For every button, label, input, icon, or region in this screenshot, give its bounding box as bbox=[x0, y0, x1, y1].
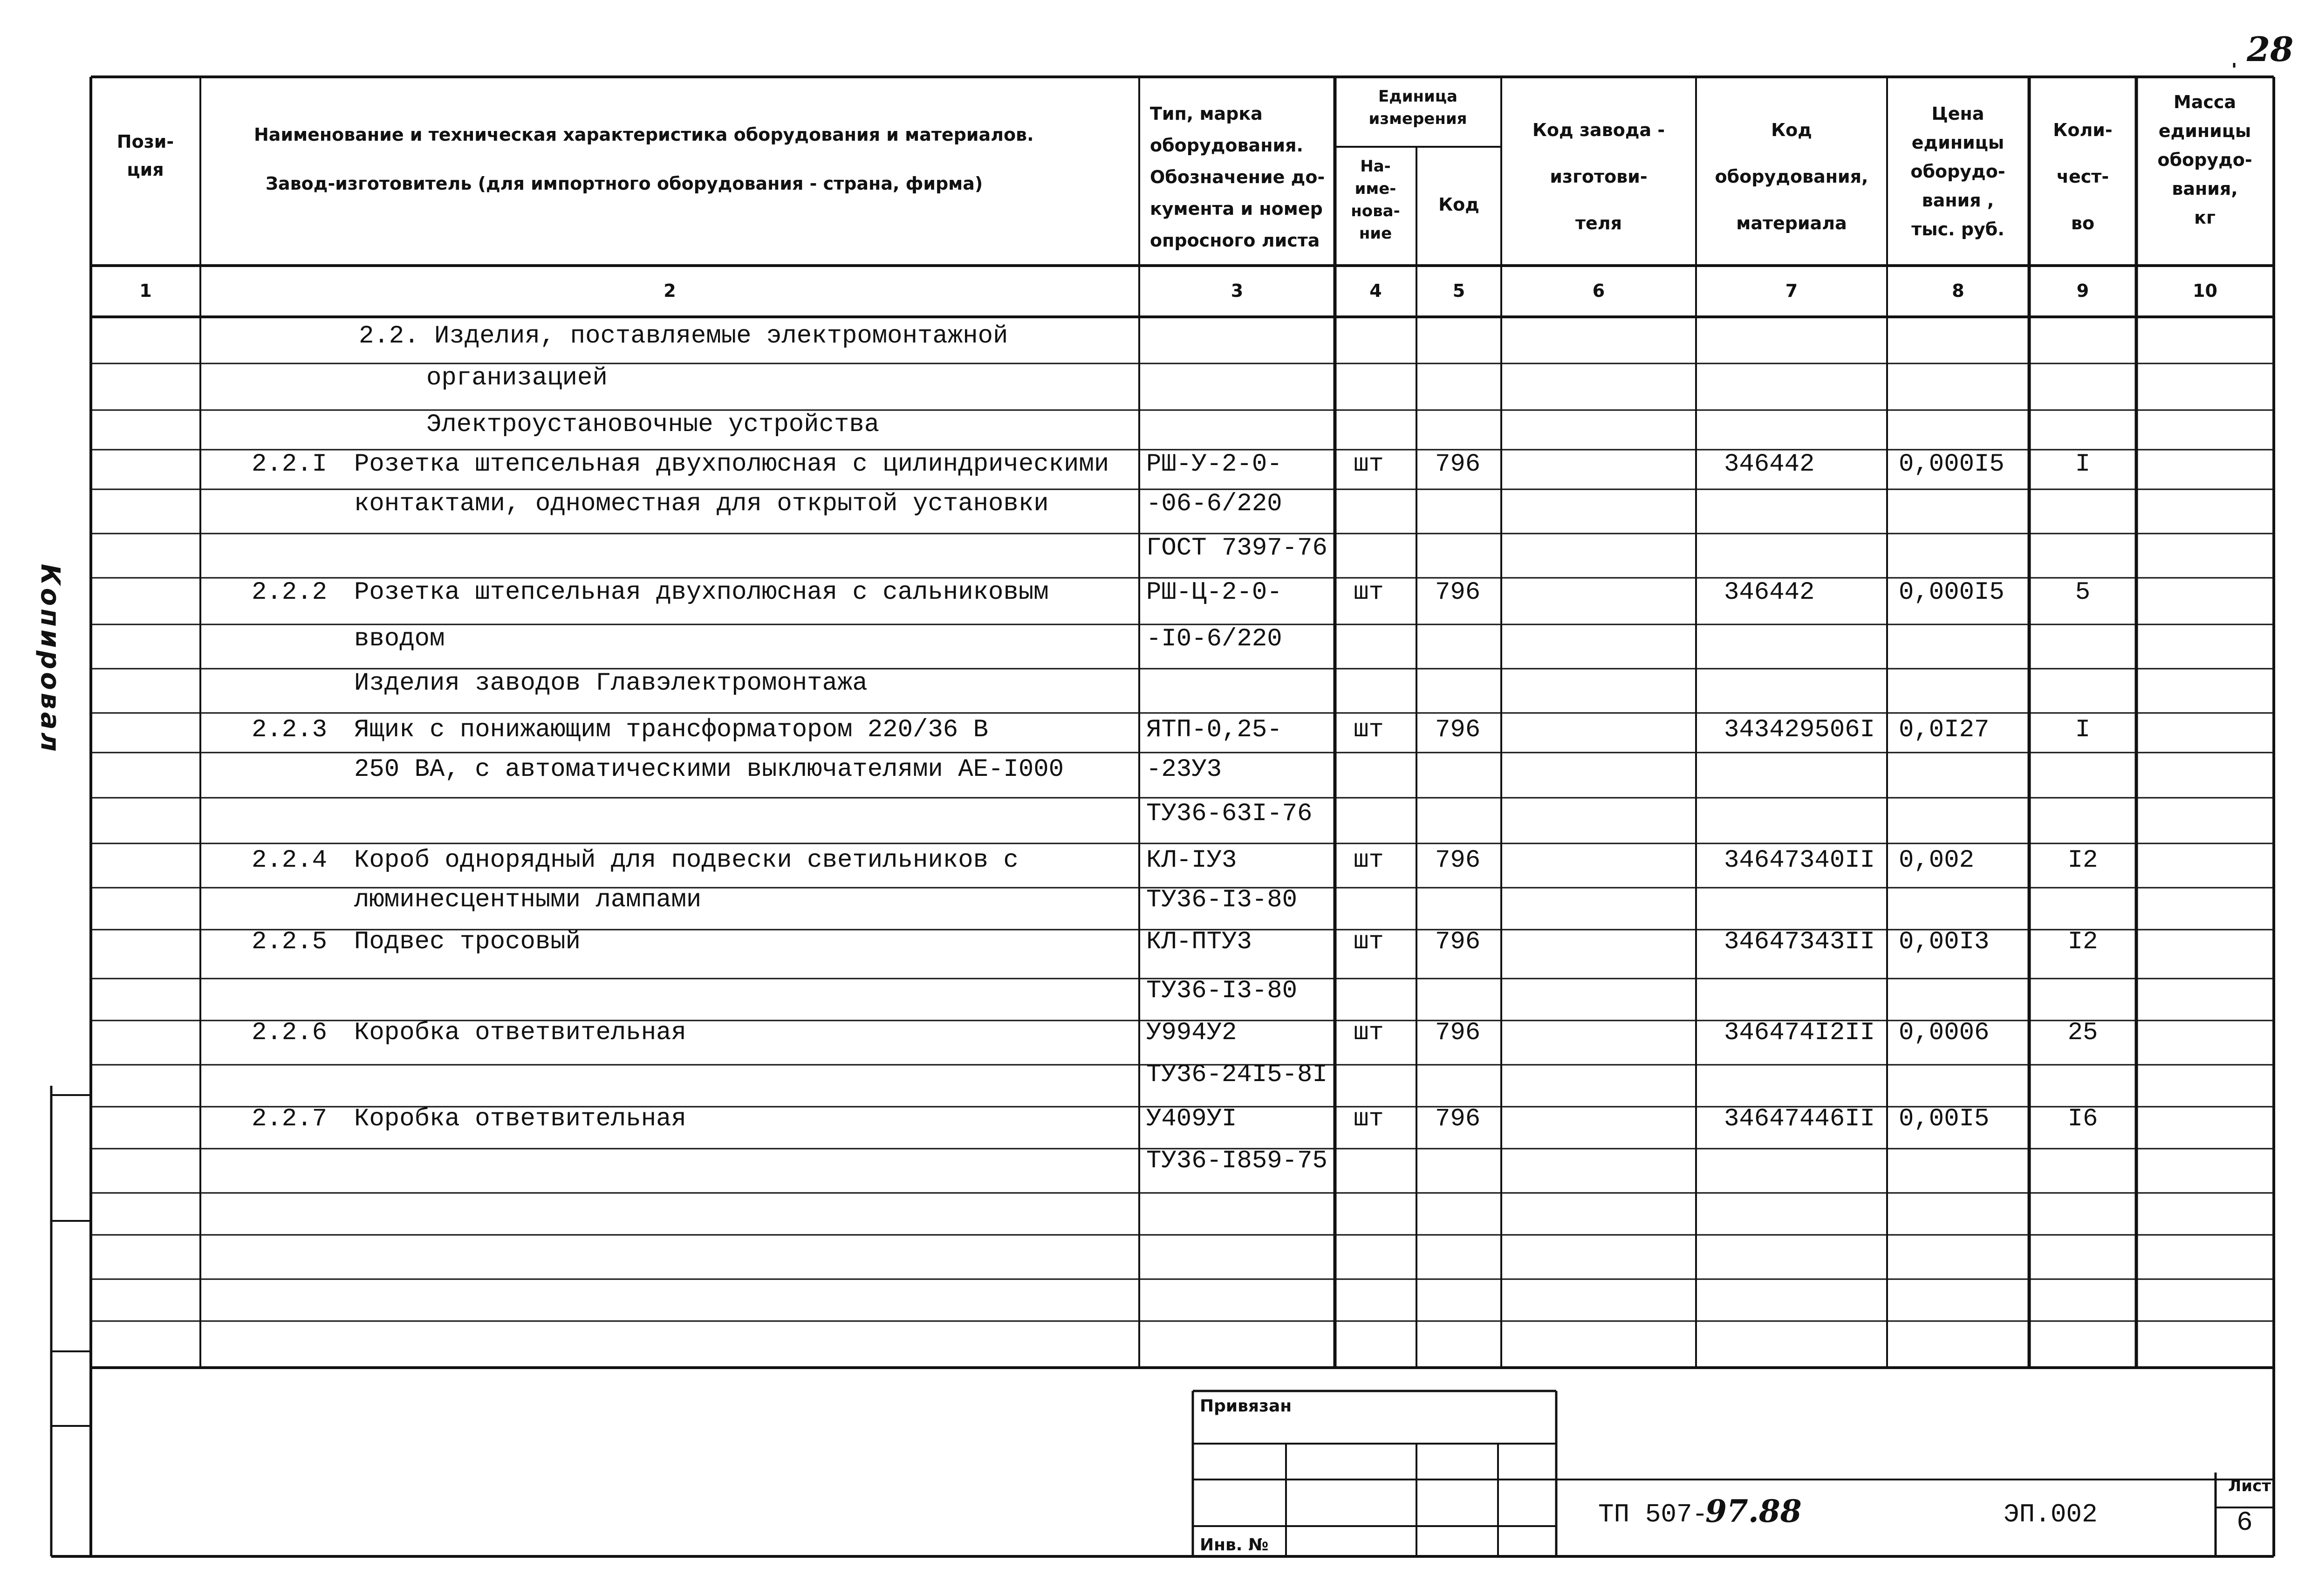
column-number: 4 bbox=[1369, 281, 1382, 301]
row-code: 796 bbox=[1435, 450, 1481, 479]
column-number: 10 bbox=[2193, 281, 2217, 301]
header-mass-line: Масса bbox=[2173, 92, 2237, 112]
header-mass-line: оборудо- bbox=[2157, 150, 2252, 170]
row-pos: 2.2.3 bbox=[252, 716, 328, 744]
row-code: 796 bbox=[1435, 1105, 1481, 1133]
row-type: КЛ-ПТУ3 bbox=[1146, 928, 1252, 956]
row-type: У409УI bbox=[1146, 1105, 1237, 1133]
row-type: КЛ-IУ3 bbox=[1146, 846, 1237, 875]
column-number: 3 bbox=[1231, 281, 1244, 301]
row-unit: шт bbox=[1354, 928, 1384, 956]
sheet-code: ЭП.002 bbox=[2004, 1500, 2098, 1529]
row-unit: шт bbox=[1354, 1019, 1384, 1047]
row-desc: 250 ВА, с автоматическими выключателями АЕ-I000 bbox=[354, 755, 1064, 784]
header-price-line: оборудо- bbox=[1910, 161, 2005, 182]
header-quantity-line: чест- bbox=[2056, 166, 2109, 187]
header-plant-code-line: теля bbox=[1575, 213, 1622, 233]
row-type: ТУ36-I3-80 bbox=[1146, 977, 1298, 1005]
column-number: 1 bbox=[139, 281, 152, 301]
header-price-line: Цена bbox=[1931, 103, 1984, 124]
row-unit: шт bbox=[1354, 716, 1384, 744]
row-pos: 2.2.5 bbox=[252, 928, 328, 956]
row-type: -I0-6/220 bbox=[1146, 625, 1282, 653]
row-desc: Ящик с понижающим трансформатором 220/36 В bbox=[354, 716, 989, 744]
row-type: ТУ36-I859-75 bbox=[1146, 1147, 1327, 1175]
stamp-inv-label: Инв. № bbox=[1200, 1535, 1269, 1555]
row-pos: 2.2.4 bbox=[252, 846, 328, 875]
header-type-line: Тип, марка bbox=[1150, 103, 1263, 124]
row-desc: Короб однорядный для подвески светильников с bbox=[354, 846, 1019, 875]
row-price: 0,002 bbox=[1899, 846, 1975, 875]
column-number: 9 bbox=[2076, 281, 2089, 301]
header-unit-name-line: На- bbox=[1360, 157, 1391, 176]
header-unit-name-line: име- bbox=[1354, 179, 1396, 198]
header-mass-line: единицы bbox=[2158, 121, 2251, 141]
header-name-line: Наименование и техническая характеристика оборудования и материалов. bbox=[254, 124, 1034, 145]
corner-page-number: 28 bbox=[2247, 29, 2294, 69]
list-value: 6 bbox=[2237, 1508, 2253, 1538]
row-type: РШ-Ц-2-0- bbox=[1146, 578, 1282, 607]
stamp-privyazan-label: Привязан bbox=[1200, 1397, 1292, 1416]
row-pos: 2.2.2 bbox=[252, 578, 328, 607]
row-mat: 346474I2II bbox=[1724, 1019, 1875, 1047]
row-code: 796 bbox=[1435, 716, 1481, 744]
column-number: 8 bbox=[1952, 281, 1964, 301]
header-type-line: оборудования. bbox=[1150, 135, 1303, 156]
header-mass-line: кг bbox=[2194, 207, 2216, 228]
row-unit: шт bbox=[1354, 1105, 1384, 1133]
column-number: 7 bbox=[1785, 281, 1798, 301]
column-number: 5 bbox=[1452, 281, 1465, 301]
row-type: ГОСТ 7397-76 bbox=[1146, 534, 1327, 562]
row-qty: I2 bbox=[2067, 928, 2098, 956]
row-unit: шт bbox=[1354, 846, 1384, 875]
row-type: ЯТП-0,25- bbox=[1146, 716, 1282, 744]
row-type: ТУ36-63I-76 bbox=[1146, 800, 1313, 828]
row-desc: контактами, одноместная для открытой установки bbox=[354, 490, 1049, 518]
row-type: -23У3 bbox=[1146, 755, 1222, 784]
row-type: РШ-У-2-0- bbox=[1146, 450, 1282, 479]
row-desc: 2.2. Изделия, поставляемые электромонтажной bbox=[359, 322, 1008, 350]
row-price: 0,00I5 bbox=[1899, 1105, 1990, 1133]
header-position-line: ция bbox=[127, 159, 164, 180]
row-type: ТУ36-24I5-8I bbox=[1146, 1061, 1327, 1089]
row-desc: Коробка ответвительная bbox=[354, 1105, 686, 1133]
row-mat: 34647446II bbox=[1724, 1105, 1875, 1133]
header-plant-code-line: изготови- bbox=[1550, 166, 1648, 187]
header-position-line: Пози- bbox=[116, 131, 174, 152]
row-price: 0,000I5 bbox=[1899, 450, 2004, 479]
row-pos: 2.2.I bbox=[252, 450, 328, 479]
header-unit-group-line: измерения bbox=[1368, 110, 1467, 128]
row-mat: 34647340II bbox=[1724, 846, 1875, 875]
row-mat: 346442 bbox=[1724, 450, 1815, 479]
row-code: 796 bbox=[1435, 1019, 1481, 1047]
header-quantity-line: Коли- bbox=[2053, 120, 2113, 140]
row-desc: Розетка штепсельная двухполюсная с сальниковым bbox=[354, 578, 1049, 607]
row-price: 0,000I5 bbox=[1899, 578, 2004, 607]
row-mat: 346442 bbox=[1724, 578, 1815, 607]
row-price: 0,0006 bbox=[1899, 1019, 1990, 1047]
header-unit-group-line: Единица bbox=[1378, 87, 1457, 106]
row-desc: Подвес тросовый bbox=[354, 928, 581, 956]
header-unit-code-line: Код bbox=[1438, 194, 1479, 215]
row-code: 796 bbox=[1435, 928, 1481, 956]
row-desc: Электроустановочные устройства bbox=[426, 411, 880, 439]
row-qty: 5 bbox=[2075, 578, 2091, 607]
header-unit-name-line: ние bbox=[1359, 224, 1392, 243]
column-number: 2 bbox=[664, 281, 676, 301]
row-pos: 2.2.6 bbox=[252, 1019, 328, 1047]
header-price-line: вания , bbox=[1922, 190, 1994, 211]
row-desc: вводом bbox=[354, 625, 445, 653]
row-qty: I bbox=[2075, 716, 2091, 744]
row-price: 0,00I3 bbox=[1899, 928, 1990, 956]
row-desc: Розетка штепсельная двухполюсная с цилиндрическими bbox=[354, 450, 1109, 479]
row-qty: 25 bbox=[2067, 1019, 2098, 1047]
header-material-code-line: материала bbox=[1736, 213, 1847, 233]
row-price: 0,0I27 bbox=[1899, 716, 1990, 744]
row-pos: 2.2.7 bbox=[252, 1105, 328, 1133]
row-qty: I6 bbox=[2067, 1105, 2098, 1133]
row-code: 796 bbox=[1435, 578, 1481, 607]
row-type: ТУ36-I3-80 bbox=[1146, 886, 1298, 914]
row-desc: организацией bbox=[426, 364, 608, 392]
row-type: У994У2 bbox=[1146, 1019, 1237, 1047]
row-desc: Изделия заводов Главэлектромонтажа bbox=[354, 669, 868, 698]
header-price-line: тыс. руб. bbox=[1911, 219, 2004, 240]
row-code: 796 bbox=[1435, 846, 1481, 875]
row-mat: 343429506I bbox=[1724, 716, 1875, 744]
header-type-line: кумента и номер bbox=[1150, 199, 1323, 219]
header-material-code-line: оборудования, bbox=[1715, 166, 1868, 187]
row-qty: I bbox=[2075, 450, 2091, 479]
header-type-line: опросного листа bbox=[1150, 230, 1320, 251]
row-mat: 34647343II bbox=[1724, 928, 1875, 956]
header-name-line: Завод-изготовитель (для импортного оборудования - страна, фирма) bbox=[266, 173, 983, 194]
doc-number-prefix: ТП 507- bbox=[1598, 1500, 1708, 1529]
row-desc: люминесцентными лампами bbox=[354, 886, 702, 914]
header-unit-name-line: нова- bbox=[1351, 202, 1400, 220]
header-mass-line: вания, bbox=[2172, 178, 2238, 199]
row-desc: Коробка ответвительная bbox=[354, 1019, 686, 1047]
header-material-code-line: Код bbox=[1771, 120, 1812, 140]
doc-number-handwritten: 97.88 bbox=[1705, 1493, 1802, 1529]
column-number: 6 bbox=[1592, 281, 1605, 301]
row-qty: I2 bbox=[2067, 846, 2098, 875]
row-unit: шт bbox=[1354, 450, 1384, 479]
list-label: Лист bbox=[2228, 1477, 2271, 1495]
side-stamp: Копировал bbox=[35, 564, 65, 754]
row-unit: шт bbox=[1354, 578, 1384, 607]
header-price-line: единицы bbox=[1911, 132, 2004, 153]
header-quantity-line: во bbox=[2071, 213, 2095, 233]
header-type-line: Обозначение до- bbox=[1150, 167, 1325, 187]
row-type: -06-6/220 bbox=[1146, 490, 1282, 518]
header-plant-code-line: Код завода - bbox=[1532, 120, 1665, 140]
